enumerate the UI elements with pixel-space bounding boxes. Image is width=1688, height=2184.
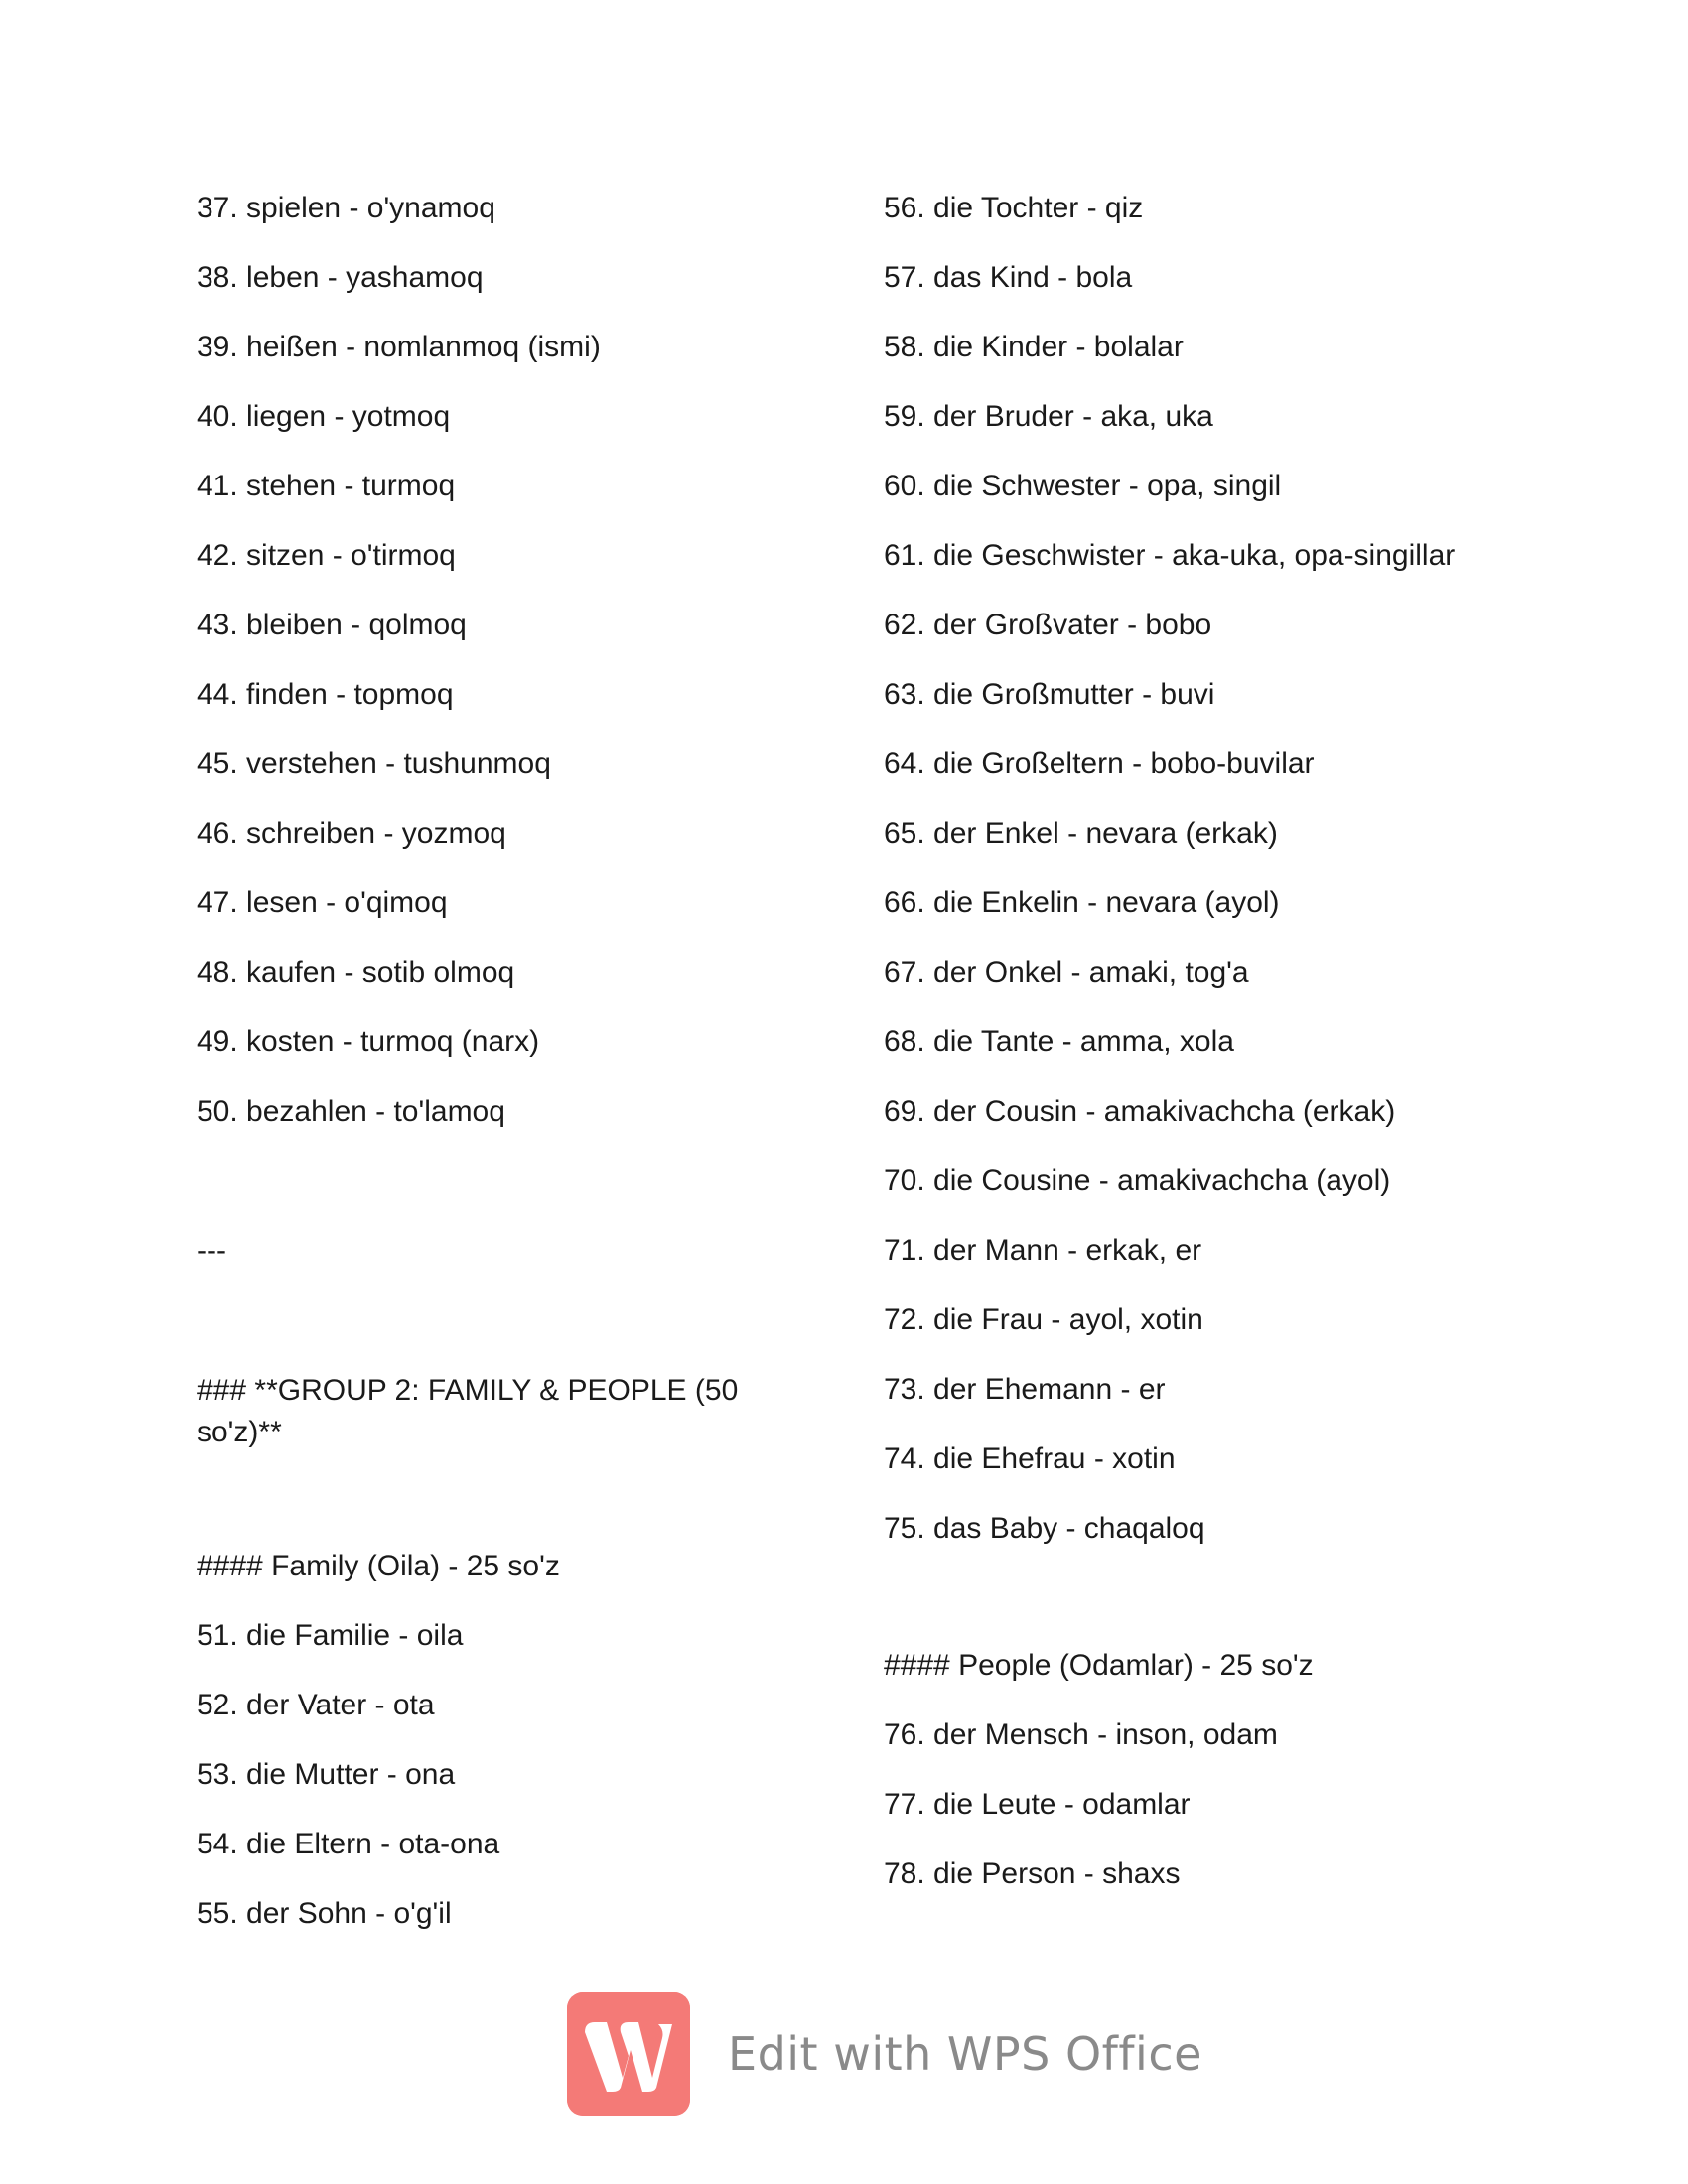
vocab-item: 62. der Großvater - bobo <box>884 609 1212 641</box>
vocab-item: 72. die Frau - ayol, xotin <box>884 1303 1203 1336</box>
spacer <box>197 1453 812 1523</box>
spacer <box>197 1523 812 1547</box>
vocab-item: 73. der Ehemann - er <box>884 1373 1166 1406</box>
vocab-item: 48. kaufen - sotib olmoq <box>197 956 515 989</box>
vocab-item: 69. der Cousin - amakivachcha (erkak) <box>884 1095 1396 1128</box>
left-column <box>197 189 812 1964</box>
vocab-item: 42. sitzen - o'tirmoq <box>197 539 456 572</box>
vocab-item: 52. der Vater - ota <box>197 1689 435 1721</box>
vocab-item: 68. die Tante - amma, xola <box>884 1025 1234 1058</box>
spacer <box>197 1300 812 1370</box>
vocab-item: 58. die Kinder - bolalar <box>884 331 1184 363</box>
vocab-item: 49. kosten - turmoq (narx) <box>197 1025 540 1058</box>
spacer <box>884 1622 1579 1646</box>
group-heading: ### **GROUP 2: FAMILY & PEOPLE (50 so'z)** <box>197 1374 739 1448</box>
vocab-item: 51. die Familie - oila <box>197 1619 464 1652</box>
vocab-item: 47. lesen - o'qimoq <box>197 887 448 919</box>
vocab-item: 57. das Kind - bola <box>884 261 1133 294</box>
vocab-item: 54. die Eltern - ota-ona <box>197 1828 500 1860</box>
vocab-item: 44. finden - topmoq <box>197 678 454 711</box>
vocab-item: 55. der Sohn - o'g'il <box>197 1897 452 1930</box>
vocab-item: 45. verstehen - tushunmoq <box>197 748 551 780</box>
vocab-item: 53. die Mutter - ona <box>197 1758 456 1791</box>
watermark-text: Edit with WPS Office <box>728 2027 1202 2081</box>
vocab-item: 39. heißen - nomlanmoq (ismi) <box>197 331 601 363</box>
vocab-item: 78. die Person - shaxs <box>884 1857 1181 1890</box>
vocab-item: 41. stehen - turmoq <box>197 470 456 502</box>
vocab-item: 77. die Leute - odamlar <box>884 1788 1191 1821</box>
vocab-item: 50. bezahlen - to'lamoq <box>197 1095 505 1128</box>
horizontal-separator: --- <box>197 1234 226 1267</box>
vocab-item: 76. der Mensch - inson, odam <box>884 1718 1278 1751</box>
vocab-item: 60. die Schwester - opa, singil <box>884 470 1282 502</box>
vocab-item: 64. die Großeltern - bobo-buvilar <box>884 748 1315 780</box>
vocab-item: 61. die Geschwister - aka-uka, opa-singillar <box>884 539 1456 572</box>
vocab-item: 75. das Baby - chaqaloq <box>884 1512 1205 1545</box>
vocab-item: 63. die Großmutter - buvi <box>884 678 1215 711</box>
vocab-item: 70. die Cousine - amakivachcha (ayol) <box>884 1164 1391 1197</box>
section-heading-family: #### Family (Oila) - 25 so'z <box>197 1550 560 1582</box>
right-column <box>884 189 1579 1924</box>
vocab-item: 65. der Enkel - nevara (erkak) <box>884 817 1278 850</box>
vocab-item: 46. schreiben - yozmoq <box>197 817 506 850</box>
vocab-item: 74. die Ehefrau - xotin <box>884 1442 1176 1475</box>
vocab-item: 71. der Mann - erkak, er <box>884 1234 1202 1267</box>
spacer <box>197 1161 812 1231</box>
wps-office-logo-icon <box>567 1992 690 2116</box>
spacer <box>884 1578 1579 1622</box>
vocab-item: 38. leben - yashamoq <box>197 261 484 294</box>
section-heading-people: #### People (Odamlar) - 25 so'z <box>884 1649 1314 1682</box>
vocab-item: 40. liegen - yotmoq <box>197 400 451 433</box>
vocab-item: 56. die Tochter - qiz <box>884 192 1144 224</box>
vocab-item: 59. der Bruder - aka, uka <box>884 400 1213 433</box>
vocab-item: 66. die Enkelin - nevara (ayol) <box>884 887 1280 919</box>
vocab-item: 37. spielen - o'ynamoq <box>197 192 495 224</box>
vocab-item: 43. bleiben - qolmoq <box>197 609 467 641</box>
wps-watermark[interactable] <box>567 1992 1202 2116</box>
vocab-item: 67. der Onkel - amaki, tog'a <box>884 956 1249 989</box>
